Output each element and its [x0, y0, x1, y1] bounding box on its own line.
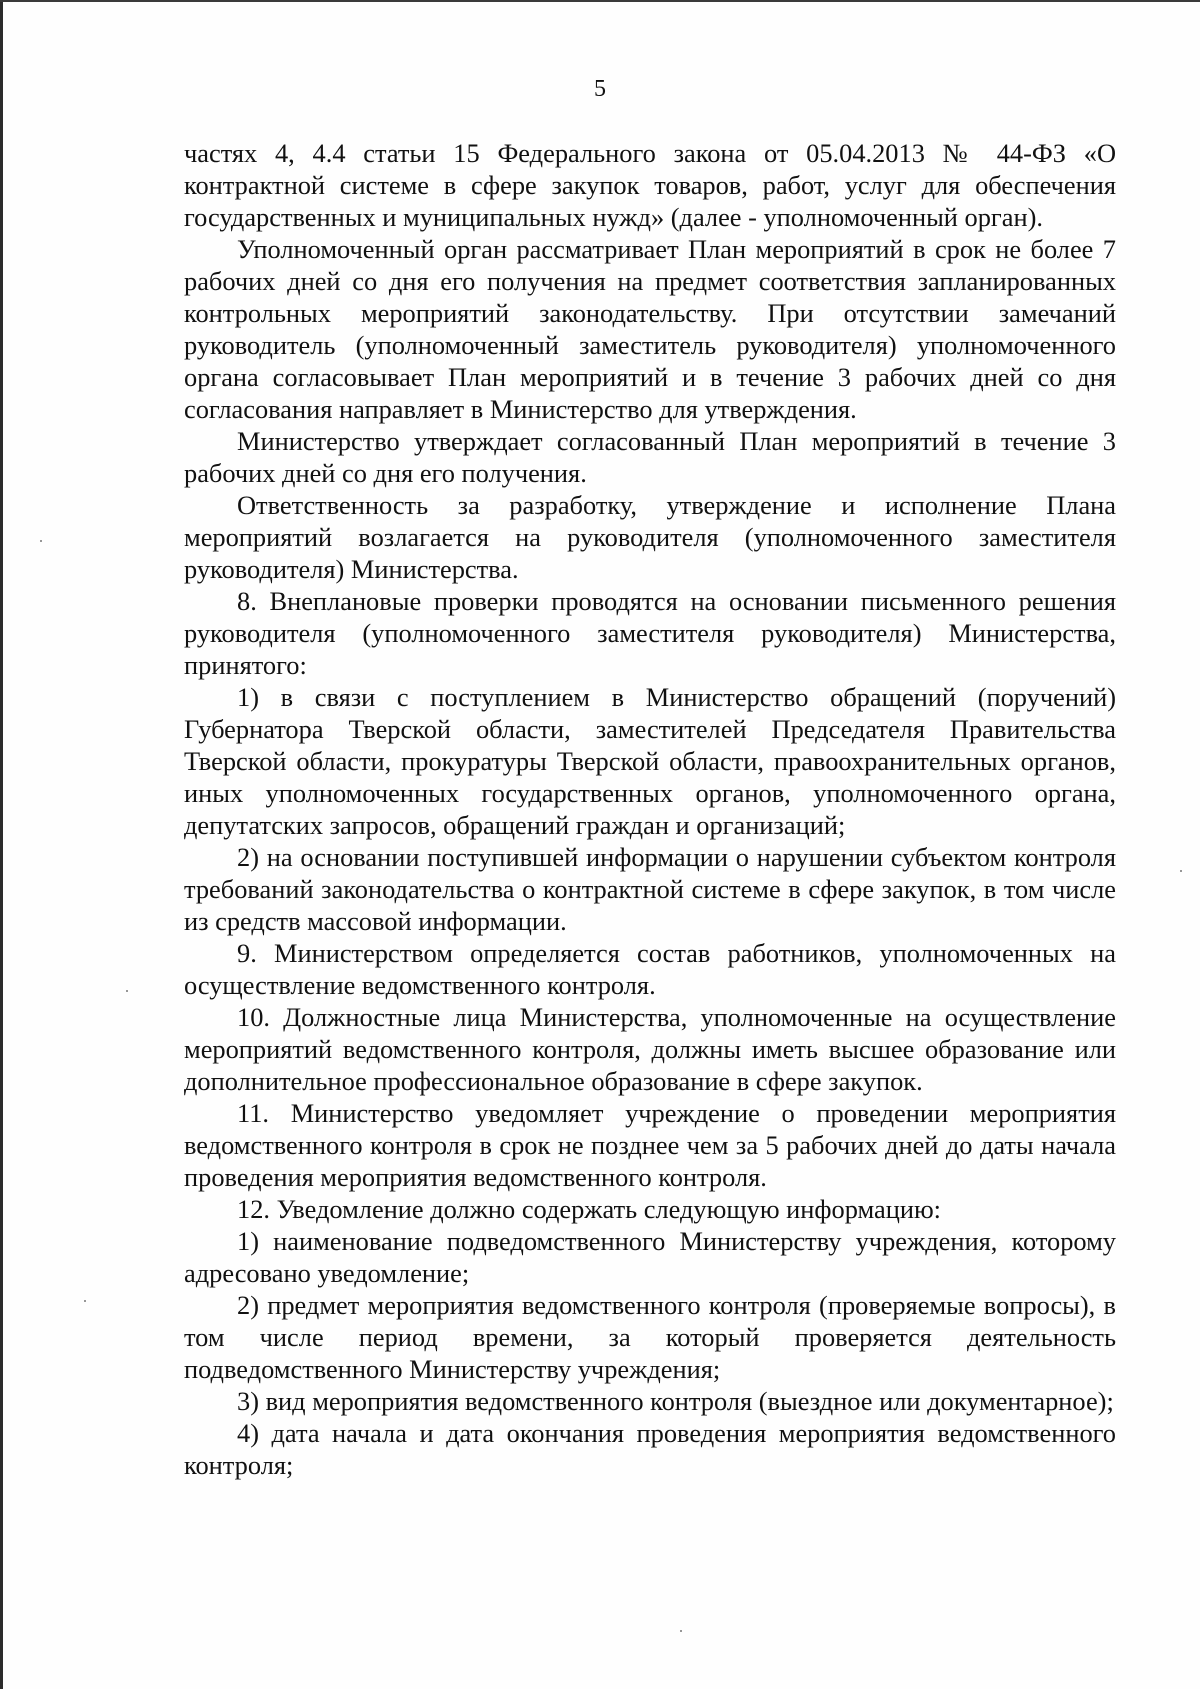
paragraph-14: 3) вид мероприятия ведомственного контроля (выездное или документарное);: [237, 1386, 1114, 1416]
scan-speck: [680, 1630, 682, 1632]
paragraph-6: 1) в связи с поступлением в Министерство обращений (поручений) Губернатора Тверской области, заместителей Председателя Правительства Тверской области, прокуратуры Тверской области, правоохранительных органов, иных уполномоченных государственных органов, уполномоченного органа, депутатских запросов, обращений граждан и организаций;: [184, 682, 1116, 840]
scan-speck: [1180, 870, 1182, 872]
paragraph-8: 9. Министерством определяется состав работников, уполномоченных на осуществление ведомственного контроля.: [184, 938, 1116, 1000]
scan-edge-top: [0, 0, 1200, 2]
document-body: [184, 137, 1116, 1481]
scan-speck: [40, 540, 42, 542]
paragraph-3: Министерство утверждает согласованный План мероприятий в течение 3 рабочих дней со дня его получения.: [184, 426, 1116, 488]
scan-speck: [84, 1300, 86, 1302]
paragraph-5: 8. Внеплановые проверки проводятся на основании письменного решения руководителя (уполномоченного заместителя руководителя) Министерства, принятого:: [184, 586, 1116, 680]
paragraph-7: 2) на основании поступившей информации о нарушении субъектом контроля требований законодательства о контрактной системе в сфере закупок, в том числе из средств массовой информации.: [184, 842, 1116, 936]
paragraph-13: 2) предмет мероприятия ведомственного контроля (проверяемые вопросы), в том числе период времени, за который проверяется деятельность подведомственного Министерству учреждения;: [184, 1290, 1116, 1384]
paragraph-11: 12. Уведомление должно содержать следующую информацию:: [237, 1194, 942, 1224]
paragraph-1: частях 4, 4.4 статьи 15 Федерального закона от 05.04.2013 № 44-ФЗ «О контрактной системе в сфере закупок товаров, работ, услуг для обеспечения государственных и муниципальных нужд» (далее - уполномоченный орган).: [184, 138, 1116, 232]
paragraph-4: Ответственность за разработку, утверждение и исполнение Плана мероприятий возлагается на руководителя (уполномоченного заместителя руководителя) Министерства.: [184, 490, 1116, 584]
paragraph-10: 11. Министерство уведомляет учреждение о проведении мероприятия ведомственного контроля в срок не позднее чем за 5 рабочих дней до даты начала проведения мероприятия ведомственного контроля.: [184, 1098, 1116, 1192]
paragraph-9: 10. Должностные лица Министерства, уполномоченные на осуществление мероприятий ведомственного контроля, должны иметь высшее образование или дополнительное профессиональное образование в сфере закупок.: [184, 1002, 1116, 1096]
paragraph-15: 4) дата начала и дата окончания проведения мероприятия ведомственного контроля;: [184, 1418, 1116, 1480]
paragraph-2: Уполномоченный орган рассматривает План мероприятий в срок не более 7 рабочих дней со дня его получения на предмет соответствия запланированных контрольных мероприятий законодательству. При отсутствии замечаний руководитель (уполномоченный заместитель руководителя) уполномоченного органа согласовывает План мероприятий и в течение 3 рабочих дней со дня согласования направляет в Министерство для утверждения.: [184, 234, 1116, 424]
scan-edge-left: [0, 0, 3, 1689]
paragraph-12: 1) наименование подведомственного Министерству учреждения, которому адресовано уведомление;: [184, 1226, 1116, 1288]
scan-speck: [126, 990, 128, 992]
page-number: 5: [594, 76, 606, 102]
